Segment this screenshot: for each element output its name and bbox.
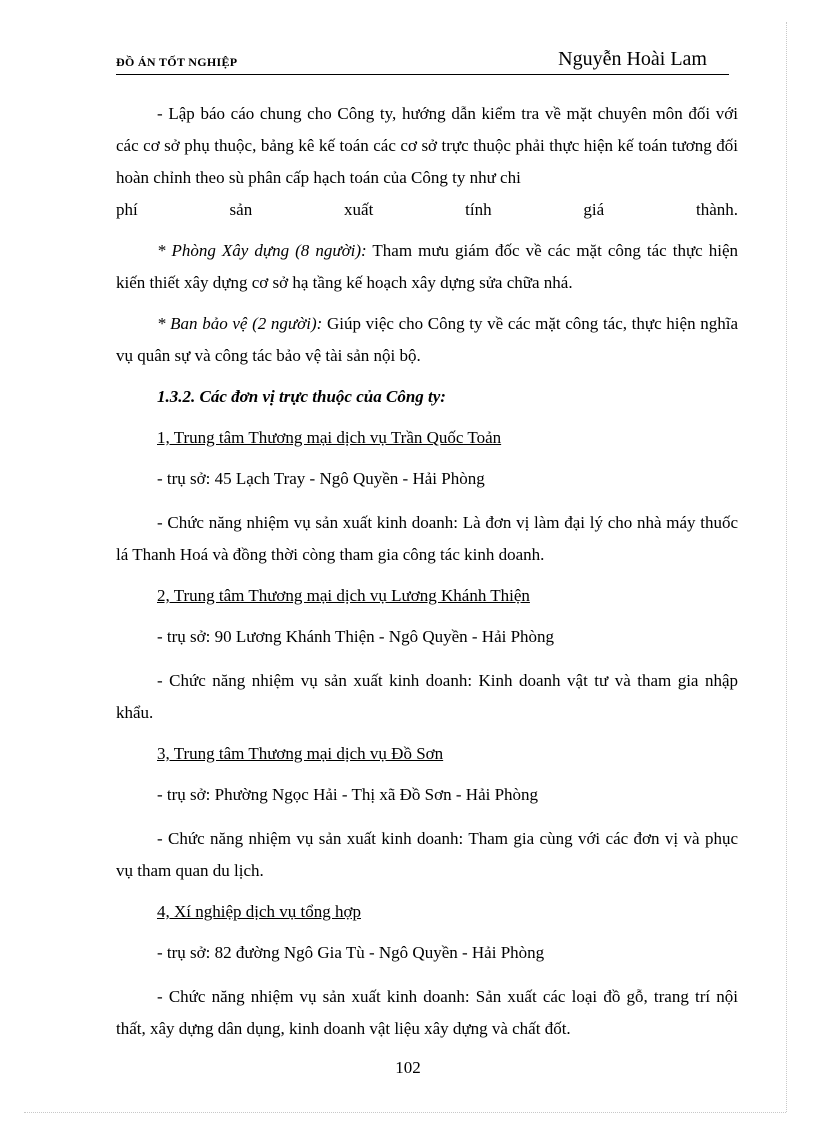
unit-address: - trụ sở: 90 Lương Khánh Thiện - Ngô Quyền - Hải Phòng <box>157 627 555 646</box>
paragraph-text: Giúp việc cho Công ty về các mặt công tác, thực hiện nghĩa vụ quân sự và công tác bảo vệ tài sản nội bộ. <box>116 314 738 365</box>
paragraph-text: phí sản xuất tính giá thành. <box>116 200 738 219</box>
unit-function: - Chức năng nhiệm vụ sản xuất kinh doanh: Tham gia cùng với các đơn vị và phục vụ tham quan du lịch. <box>116 829 738 880</box>
unit-title: 3, Trung tâm Thương mại dịch vụ Đồ Sơn <box>157 744 444 763</box>
department-label: * Ban bảo vệ (2 người): <box>157 314 323 333</box>
page-body <box>116 98 738 1045</box>
unit-function: - Chức năng nhiệm vụ sản xuất kinh doanh: Là đơn vị làm đại lý cho nhà máy thuốc lá Thanh Hoá và đồng thời còng tham gia công tác kinh doanh. <box>116 513 738 564</box>
department-label: * Phòng Xây dựng (8 người): <box>157 241 367 260</box>
unit-function: - Chức năng nhiệm vụ sản xuất kinh doanh: Kinh doanh vật tư và tham gia nhập khẩu. <box>116 671 738 722</box>
header-author: Nguyễn Hoài Lam <box>558 48 707 70</box>
unit-address: - trụ sở: 82 đường Ngô Gia Tù - Ngô Quyền - Hải Phòng <box>157 943 545 962</box>
page-header <box>116 48 729 75</box>
paragraph-security-dept <box>116 308 738 372</box>
unit-title: 2, Trung tâm Thương mại dịch vụ Lương Khánh Thiện <box>157 586 530 605</box>
unit-title: 1, Trung tâm Thương mại dịch vụ Trần Quốc Toản <box>157 428 502 447</box>
page-shadow-bottom <box>24 1112 786 1114</box>
header-title: ĐỒ ÁN TỐT NGHIỆP <box>116 55 238 69</box>
paragraph-accounting-duties <box>116 98 738 194</box>
unit-address: - trụ sở: 45 Lạch Tray - Ngô Quyền - Hải Phòng <box>157 469 485 488</box>
paragraph-construction-dept <box>116 235 738 299</box>
unit-title: 4, Xí nghiệp dịch vụ tổng hợp <box>157 902 361 921</box>
paragraph-text: - Lập báo cáo chung cho Công ty, hướng dẫn kiểm tra về mặt chuyên môn đối với các cơ sở phụ thuộc, bảng kê kế toán các cơ sở trực thuộc phải thực hiện kế toán tương đối hoàn chỉnh theo sù phân cấp hạch toán của Công ty như chi <box>116 104 738 187</box>
unit-function: - Chức năng nhiệm vụ sản xuất kinh doanh: Sản xuất các loại đồ gỗ, trang trí nội thất, xây dựng dân dụng, kinh doanh vật liệu xây dựng và chất đốt. <box>116 987 738 1038</box>
section-heading: 1.3.2. Các đơn vị trực thuộc của Công ty: <box>157 387 446 406</box>
page-number: 102 <box>395 1058 421 1077</box>
unit-address: - trụ sở: Phường Ngọc Hải - Thị xã Đồ Sơn - Hải Phòng <box>157 785 539 804</box>
page-shadow-right <box>786 22 788 1112</box>
paragraph-text: Tham mưu giám đốc về các mặt công tác thực hiện kiến thiết xây dựng cơ sở hạ tầng kế hoạch xây dựng sửa chữa nhá. <box>116 241 738 292</box>
paragraph-accounting-duties-end <box>116 194 738 226</box>
